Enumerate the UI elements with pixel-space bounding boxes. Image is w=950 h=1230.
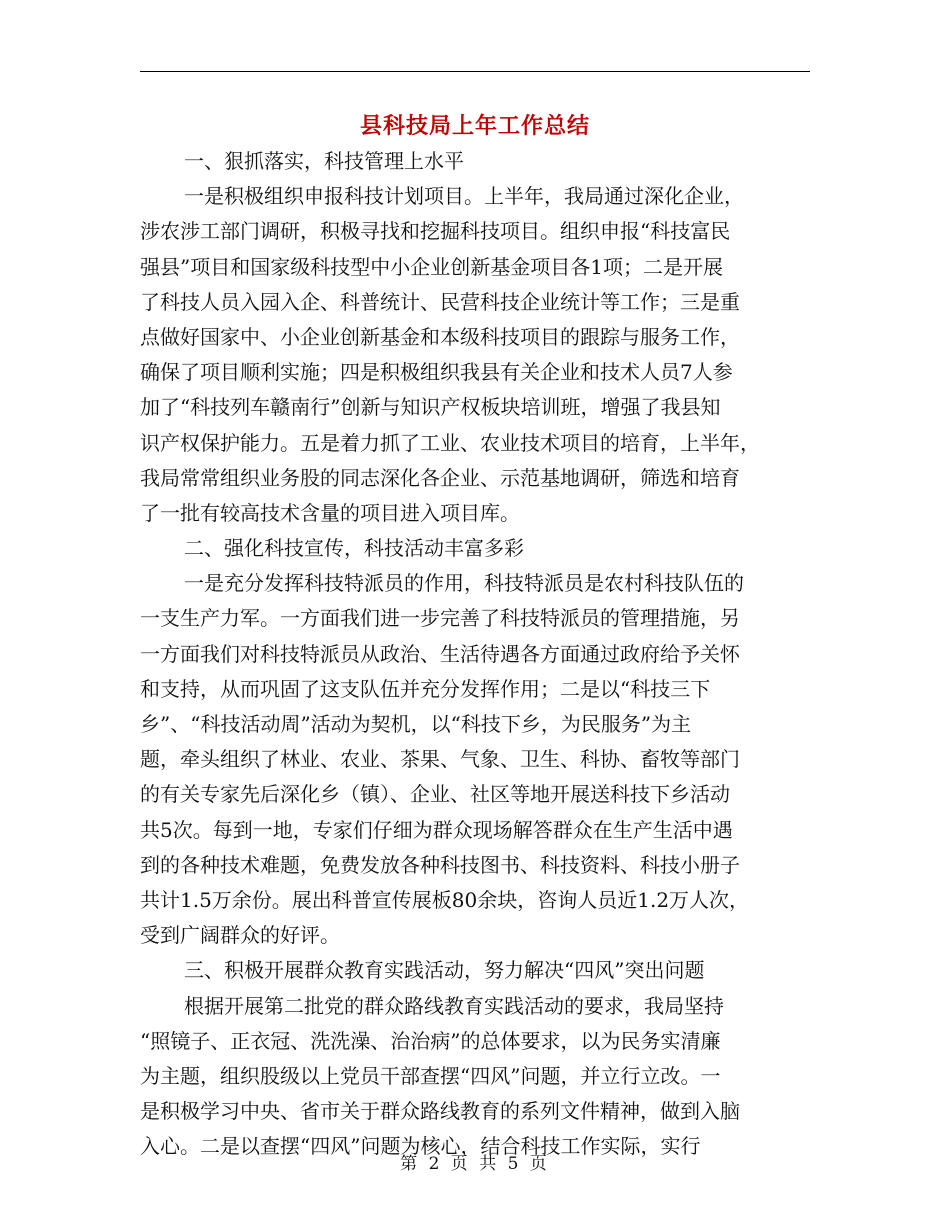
text-line: 乡”、“科技活动周”活动为契机，以“科技下乡，为民服务”为主 <box>140 712 692 736</box>
text-line: 共计1.5万余份。展出科普宣传展板80余块，咨询人员近1.2万人次， <box>140 887 750 912</box>
text-line: 一、狠抓落实，科技管理上水平 <box>184 149 464 173</box>
text-line: 题，牵头组织了林业、农业、茶果、气象、卫生、科协、畜牧等部门 <box>140 747 740 772</box>
text-line: 的有关专家先后深化乡（镇）、企业、社区等地开展送科技下乡活动 <box>140 782 730 807</box>
text-line: 一支生产力军。一方面我们进一步完善了科技特派员的管理措施，另 <box>140 606 740 631</box>
page-footer: 第 2 页 共 5 页 <box>400 1154 550 1174</box>
document-body <box>140 144 810 1164</box>
text-line: 识产权保护能力。五是着力抓了工业、农业技术项目的培育，上半年， <box>140 430 760 455</box>
document-title: 县科技局上年工作总结 <box>359 113 590 139</box>
text-line: 二、强化科技宣传，科技活动丰富多彩 <box>184 536 524 561</box>
text-line: 我局常常组织业务股的同志深化各企业、示范基地调研，筛选和培育 <box>140 465 740 490</box>
text-line: 是积极学习中央、省市关于群众路线教育的系列文件精神，做到入脑 <box>140 1099 740 1124</box>
text-line: “照镜子、正衣冠、洗洗澡、治治病”的总体要求，以为民务实清廉 <box>140 1028 721 1053</box>
text-line: 加了“科技列车赣南行”创新与知识产权板块培训班，增强了我县知 <box>140 395 721 420</box>
text-line: 三、积极开展群众教育实践活动，努力解决“四风”突出问题 <box>184 958 705 983</box>
text-line: 根据开展第二批党的群众路线教育实践活动的要求，我局坚持 <box>184 993 724 1018</box>
text-line: 受到广阔群众的好评。 <box>140 923 340 948</box>
text-line: 一方面我们对科技特派员从政治、生活待遇各方面通过政府给予关怀 <box>140 641 740 666</box>
text-line: 了一批有较高技术含量的项目进入项目库。 <box>140 500 520 525</box>
text-line: 入心。二是以查摆“四风”问题为核心，结合科技工作实际，实行 <box>140 1134 701 1159</box>
text-line: 一是充分发挥科技特派员的作用，科技特派员是农村科技队伍的 <box>184 571 744 596</box>
text-line: 涉农涉工部门调研，积极寻找和挖掘科技项目。组织申报“科技富民 <box>140 219 731 244</box>
header-rule <box>140 71 810 72</box>
text-line: 点做好国家中、小企业创新基金和本级科技项目的跟踪与服务工作， <box>140 324 740 349</box>
text-line: 强县”项目和国家级科技型中小企业创新基金项目各1项；二是开展 <box>140 254 723 279</box>
text-line: 一是积极组织申报科技计划项目。上半年，我局通过深化企业， <box>184 184 744 209</box>
text-line: 确保了项目顺利实施；四是积极组织我县有关企业和技术人员7人参 <box>140 360 733 385</box>
text-line: 了科技人员入园入企、科普统计、民营科技企业统计等工作；三是重 <box>140 289 740 314</box>
text-line: 为主题，组织股级以上党员干部查摆“四风”问题，并立行立改。一 <box>140 1063 721 1088</box>
text-line: 共5次。每到一地，专家们仔细为群众现场解答群众在生产生活中遇 <box>140 817 733 842</box>
text-line: 到的各种技术难题，免费发放各种科技图书、科技资料、科技小册子 <box>140 852 740 877</box>
text-line: 和支持，从而巩固了这支队伍并充分发挥作用；二是以“科技三下 <box>140 676 711 701</box>
